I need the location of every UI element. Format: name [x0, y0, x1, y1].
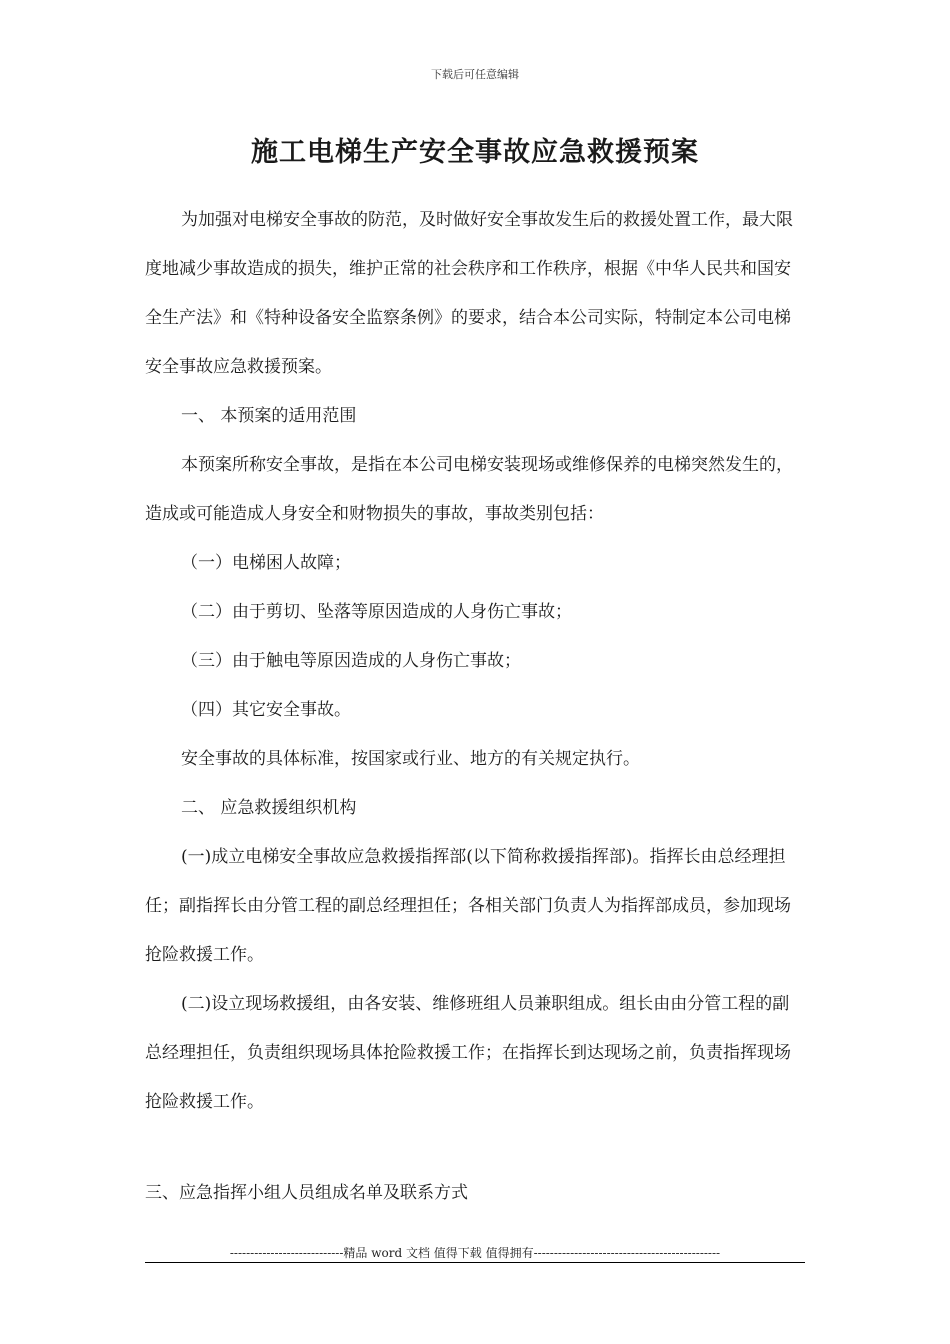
- list-item: （一）电梯困人故障；: [181, 553, 351, 573]
- footer-divider: [145, 1262, 805, 1263]
- list-item: （四）其它安全事故。: [181, 700, 351, 720]
- section2-paragraph-2: (二)设立现场救援组，由各安装、维修班组人员兼职组成。组长由由分管工程的副总经理担任，负责组织现场具体抢险救援工作；在指挥长到达现场之前，负责指挥现场抢险救援工作。: [145, 994, 791, 1112]
- section1-body: 本预案所称安全事故，是指在本公司电梯安装现场或维修保养的电梯突然发生的，造成或可能造成人身安全和财物损失的事故，事故类别包括：: [145, 455, 793, 524]
- list-item: （二）由于剪切、坠落等原因造成的人身伤亡事故；: [181, 602, 572, 622]
- header-note: 下载后可任意编辑: [431, 68, 519, 81]
- document-body: [145, 196, 805, 1218]
- list-item: （三）由于触电等原因造成的人身伤亡事故；: [181, 651, 521, 671]
- section1-heading: 一、 本预案的适用范围: [181, 406, 357, 426]
- section2-paragraph-1: (一)成立电梯安全事故应急救援指挥部(以下简称救援指挥部)。指挥长由总经理担任；副指挥长由分管工程的副总经理担任；各相关部门负责人为指挥部成员，参加现场抢险救援工作。: [145, 847, 791, 965]
- section2-heading: 二、 应急救援组织机构: [181, 798, 357, 818]
- footer-text: ----------------------------精品 word 文档 值得下载 值得拥有----------------------------------------------: [229, 1246, 721, 1260]
- section3-heading: 三、应急指挥小组人员组成名单及联系方式: [145, 1183, 468, 1203]
- intro-paragraph: 为加强对电梯安全事故的防范，及时做好安全事故发生后的救援处置工作，最大限度地减少事故造成的损失，维护正常的社会秩序和工作秩序，根据《中华人民共和国安全生产法》和《特种设备安全监察条例》的要求，结合本公司实际，特制定本公司电梯安全事故应急救援预案。: [145, 210, 793, 377]
- spacer: [145, 1127, 805, 1169]
- document-title: 施工电梯生产安全事故应急救援预案: [251, 137, 699, 168]
- standard-paragraph: 安全事故的具体标准，按国家或行业、地方的有关规定执行。: [181, 749, 640, 769]
